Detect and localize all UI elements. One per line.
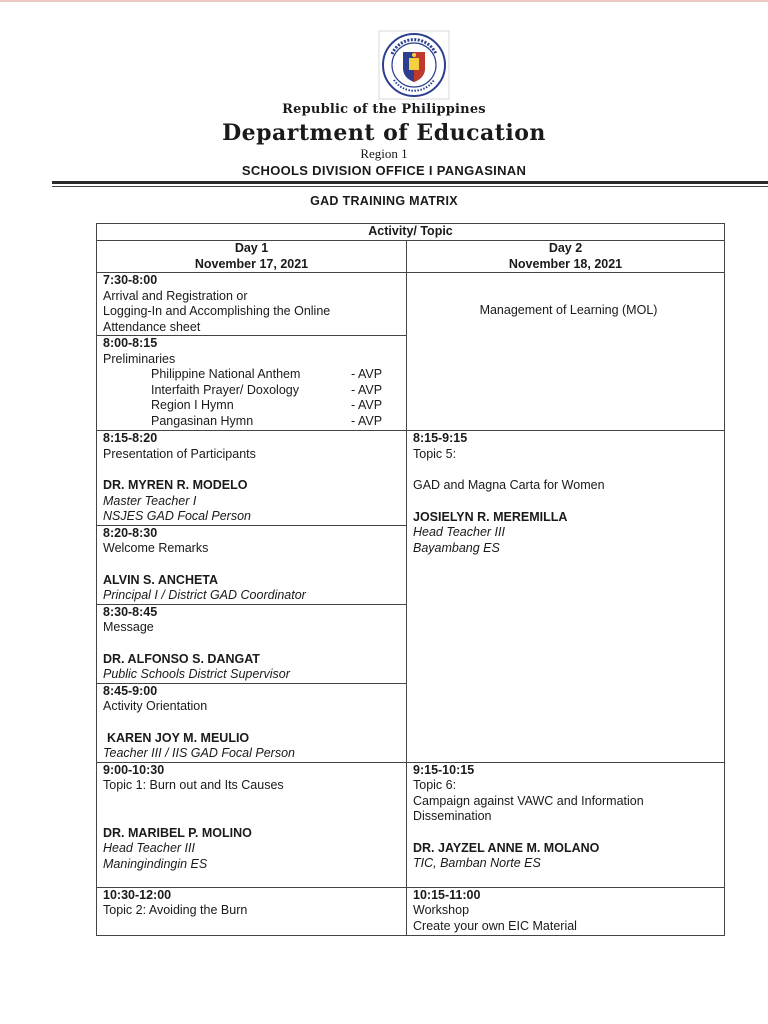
prelim-tag: - AVP: [351, 413, 383, 428]
block-time: 8:15-8:20: [103, 431, 158, 445]
day1-header: [97, 241, 407, 273]
list-item: [103, 414, 406, 430]
day1-block-orientation: [97, 683, 407, 762]
block-title: Topic 5:: [413, 446, 457, 461]
speaker-role: NSJES GAD Focal Person: [103, 509, 251, 523]
day1-date: November 17, 2021: [194, 256, 309, 271]
matrix-title: GAD TRAINING MATRIX: [310, 194, 458, 208]
speaker-name: ALVIN S. ANCHETA: [103, 572, 219, 587]
day1-block-presentation: [97, 431, 407, 526]
table-row: [97, 273, 725, 336]
deped-seal-icon: [378, 30, 450, 100]
day2-block-workshop: [407, 887, 725, 935]
list-item: [103, 383, 406, 399]
speaker-role: Head Teacher III: [413, 525, 505, 539]
top-border: [0, 0, 768, 2]
activity-topic-header: Activity/ Topic: [97, 224, 725, 241]
day1-block-arrival: [97, 273, 407, 336]
day2-header: [407, 241, 725, 273]
header-rule-thin: [52, 186, 768, 187]
day1-label: Day 1: [234, 241, 269, 255]
table-header-row: [97, 224, 725, 241]
table-row: [97, 887, 725, 935]
speaker-name: DR. ALFONSO S. DANGAT: [103, 651, 260, 666]
block-time: 8:30-8:45: [103, 604, 158, 619]
block-title: Activity Orientation: [103, 699, 208, 713]
table-row: [97, 431, 725, 526]
day2-date: November 18, 2021: [508, 256, 623, 271]
block-time: 9:15-10:15: [413, 762, 475, 777]
block-time: 8:00-8:15: [103, 336, 158, 350]
day2-label: Day 2: [548, 241, 583, 255]
day1-block-welcome: [97, 525, 407, 604]
day1-block-message: [97, 604, 407, 683]
block-title: Topic 1: Burn out and Its Causes: [103, 778, 284, 792]
speaker-name: JOSIELYN R. MEREMILLA: [413, 509, 568, 524]
block-line: Arrival and Registration or: [103, 288, 248, 303]
prelim-name: Region I Hymn: [151, 398, 234, 412]
republic-line: Republic of the Philippines: [282, 102, 486, 117]
block-time: 10:30-12:00: [103, 887, 172, 902]
speaker-name: KAREN JOY M. MEULIO: [107, 730, 250, 745]
day-header-row: [97, 241, 725, 273]
block-line: Attendance sheet: [103, 319, 201, 334]
block-subtitle: Dissemination: [413, 809, 492, 823]
block-title: Welcome Remarks: [103, 541, 209, 555]
division-office: SCHOOLS DIVISION OFFICE I PANGASINAN: [241, 163, 527, 178]
speaker-role: Bayambang ES: [413, 540, 500, 555]
block-time: 8:20-8:30: [103, 525, 158, 540]
training-matrix-table: [96, 223, 725, 936]
region-line: Region 1: [360, 146, 408, 161]
speaker-role: Head Teacher III: [103, 841, 195, 855]
prelim-tag: - AVP: [351, 382, 383, 397]
block-time: 10:15-11:00: [413, 887, 481, 902]
block-subtitle: GAD and Magna Carta for Women: [413, 478, 605, 492]
speaker-role: Public Schools District Supervisor: [103, 667, 290, 681]
speaker-name: DR. MYREN R. MODELO: [103, 478, 248, 492]
block-subtitle: Campaign against VAWC and Information: [413, 793, 644, 808]
header-rule-thick: [52, 181, 768, 184]
speaker-role: Principal I / District GAD Coordinator: [103, 588, 306, 602]
block-line: Logging-In and Accomplishing the Online: [103, 304, 331, 318]
speaker-role: Master Teacher I: [103, 493, 197, 508]
block-time: 8:45-9:00: [103, 683, 158, 698]
prelim-name: Philippine National Anthem: [151, 367, 301, 381]
day1-block-preliminaries: [97, 336, 407, 431]
speaker-name: DR. MARIBEL P. MOLINO: [103, 825, 252, 840]
prelim-name: Pangasinan Hymn: [151, 413, 254, 428]
day2-block-topic6: [407, 762, 725, 887]
day1-block-topic2: [97, 887, 407, 935]
block-title: Message: [103, 620, 154, 634]
block-title: Workshop: [413, 903, 470, 917]
block-title: Preliminaries: [103, 351, 176, 366]
block-title: Presentation of Participants: [103, 446, 256, 461]
table-row: [97, 762, 725, 887]
block-time: 8:15-9:15: [413, 431, 468, 445]
day2-block-mol: [407, 273, 725, 431]
block-time: 7:30-8:00: [103, 273, 158, 287]
speaker-role: TIC, Bamban Norte ES: [413, 856, 541, 870]
mol-title: Management of Learning (MOL): [479, 303, 658, 317]
day2-block-topic5: [407, 431, 725, 763]
block-title: Topic 2: Avoiding the Burn: [103, 903, 248, 917]
prelim-name: Interfaith Prayer/ Doxology: [151, 382, 299, 397]
block-title: Topic 6:: [413, 778, 457, 792]
speaker-name: DR. JAYZEL ANNE M. MOLANO: [413, 840, 600, 855]
prelim-tag: - AVP: [351, 398, 383, 412]
day1-block-topic1: [97, 762, 407, 887]
department-name: Department of Education: [222, 120, 546, 146]
speaker-role: Teacher III / IIS GAD Focal Person: [103, 746, 295, 760]
block-time: 9:00-10:30: [103, 762, 165, 777]
list-item: [103, 367, 406, 383]
prelim-tag: - AVP: [351, 367, 383, 381]
list-item: [103, 398, 406, 414]
speaker-role: Maningindingin ES: [103, 856, 208, 871]
block-subtitle: Create your own EIC Material: [413, 918, 577, 933]
